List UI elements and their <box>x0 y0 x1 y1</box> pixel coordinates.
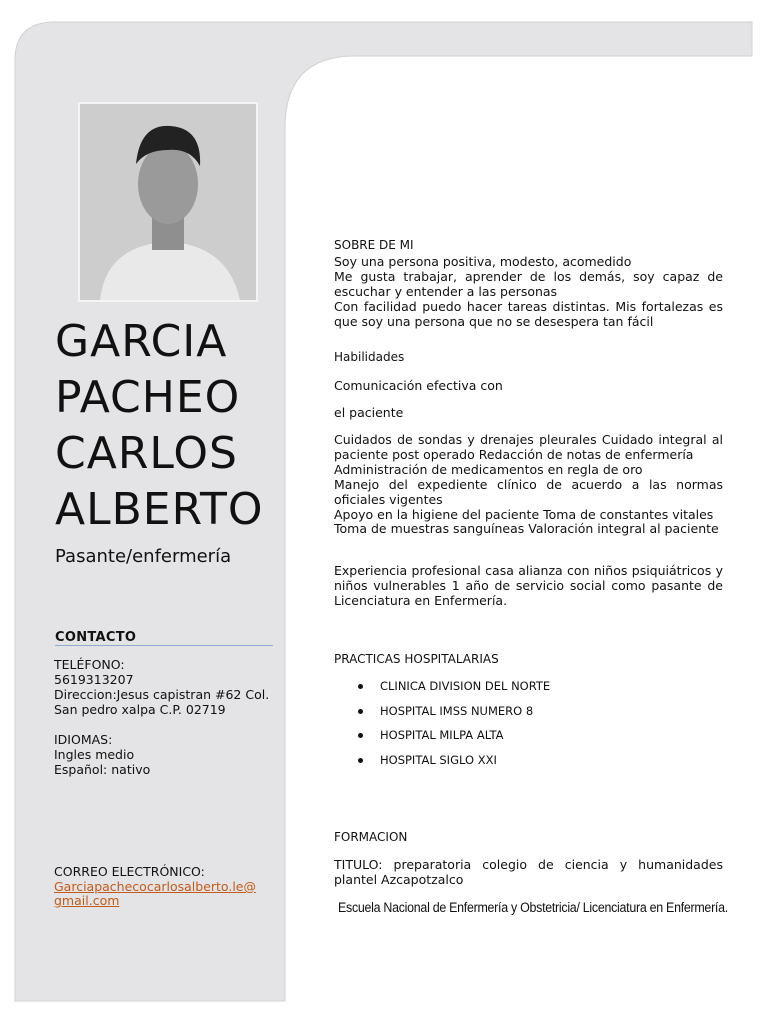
list-item <box>358 678 550 703</box>
bullet-icon <box>358 758 363 763</box>
bullet-icon <box>358 684 363 689</box>
contact-heading: CONTACTO <box>55 630 137 645</box>
about-line-3: Con facilidad puedo hacer tareas distintas. Mis fortalezas es que soy una persona que no se desespera tan fácil <box>334 299 723 329</box>
practices-list <box>358 678 550 776</box>
education-school: Escuela Nacional de Enfermería y Obstetricia/ Licenciatura en Enfermería. <box>338 900 728 915</box>
skill-item-2: el paciente <box>334 405 404 420</box>
practice-label: CLINICA DIVISION DEL NORTE <box>380 679 551 693</box>
bullet-icon <box>358 709 363 714</box>
skill-item-1: Comunicación efectiva con <box>334 378 503 393</box>
experience-text: Experiencia profesional casa alianza con niños psiquiátricos y niños vulnerables 1 año de servicio social como pasante de Licenciatura en Enfermería. <box>334 563 723 608</box>
email-link-line-2[interactable]: gmail.com <box>54 893 120 908</box>
practice-label: HOSPITAL MILPA ALTA <box>380 728 504 742</box>
language-english: Ingles medio <box>54 747 135 762</box>
name-line-2: PACHEO <box>55 372 241 423</box>
phone-value: 5619313207 <box>54 672 134 687</box>
about-line-2: Me gusta trabajar, aprender de los demás, soy capaz de escuchar y entender a las personas <box>334 269 723 299</box>
name-line-1: GARCIA <box>55 316 228 367</box>
education-title-label: TITULO: <box>334 857 383 872</box>
practice-label: HOSPITAL IMSS NUMERO 8 <box>380 703 534 718</box>
name-line-3: CARLOS <box>55 428 238 479</box>
practices-heading: PRACTICAS HOSPITALARIAS <box>334 652 499 666</box>
phone-label: TELÉFONO: <box>54 657 125 672</box>
contact-divider <box>55 645 273 646</box>
about-line-1: Soy una persona positiva, modesto, acomedido <box>334 254 632 269</box>
skill-item-5: Manejo del expediente clínico de acuerdo a las normas oficiales vigentes <box>334 477 723 507</box>
email-label: CORREO ELECTRÓNICO: <box>54 864 205 879</box>
languages-label: IDIOMAS: <box>54 732 113 747</box>
list-item <box>358 752 550 777</box>
email-link-line-1[interactable]: Garciapachecocarlosalberto.le@ <box>54 879 256 894</box>
profile-photo <box>78 102 258 302</box>
education-title <box>334 857 723 887</box>
skill-item-4: Administración de medicamentos en regla de oro <box>334 462 643 477</box>
bullet-icon <box>358 733 363 738</box>
skills-heading: Habilidades <box>334 350 405 364</box>
address-line-2: San pedro xalpa C.P. 02719 <box>54 702 226 717</box>
name-line-4: ALBERTO <box>55 484 264 535</box>
address-line-1: Direccion:Jesus capistran #62 Col. <box>54 687 270 702</box>
person-portrait-icon <box>80 104 256 300</box>
education-title-text: preparatoria colegio de ciencia y humanidades plantel Azcapotzalco <box>334 857 723 887</box>
skill-item-6: Apoyo en la higiene del paciente Toma de constantes vitales <box>334 507 714 522</box>
list-item <box>358 703 550 728</box>
about-heading: SOBRE DE MI <box>334 238 414 252</box>
language-spanish: Español: nativo <box>54 762 151 777</box>
job-title: Pasante/enfermería <box>55 546 232 567</box>
practice-label: HOSPITAL SIGLO XXI <box>380 752 497 767</box>
skill-item-3: Cuidados de sondas y drenajes pleurales Cuidado integral al paciente post operado Redacción de notas de enfermería <box>334 432 723 462</box>
list-item <box>358 727 550 752</box>
education-heading: FORMACION <box>334 830 408 844</box>
skill-item-7: Toma de muestras sanguíneas Valoración integral al paciente <box>334 521 719 536</box>
